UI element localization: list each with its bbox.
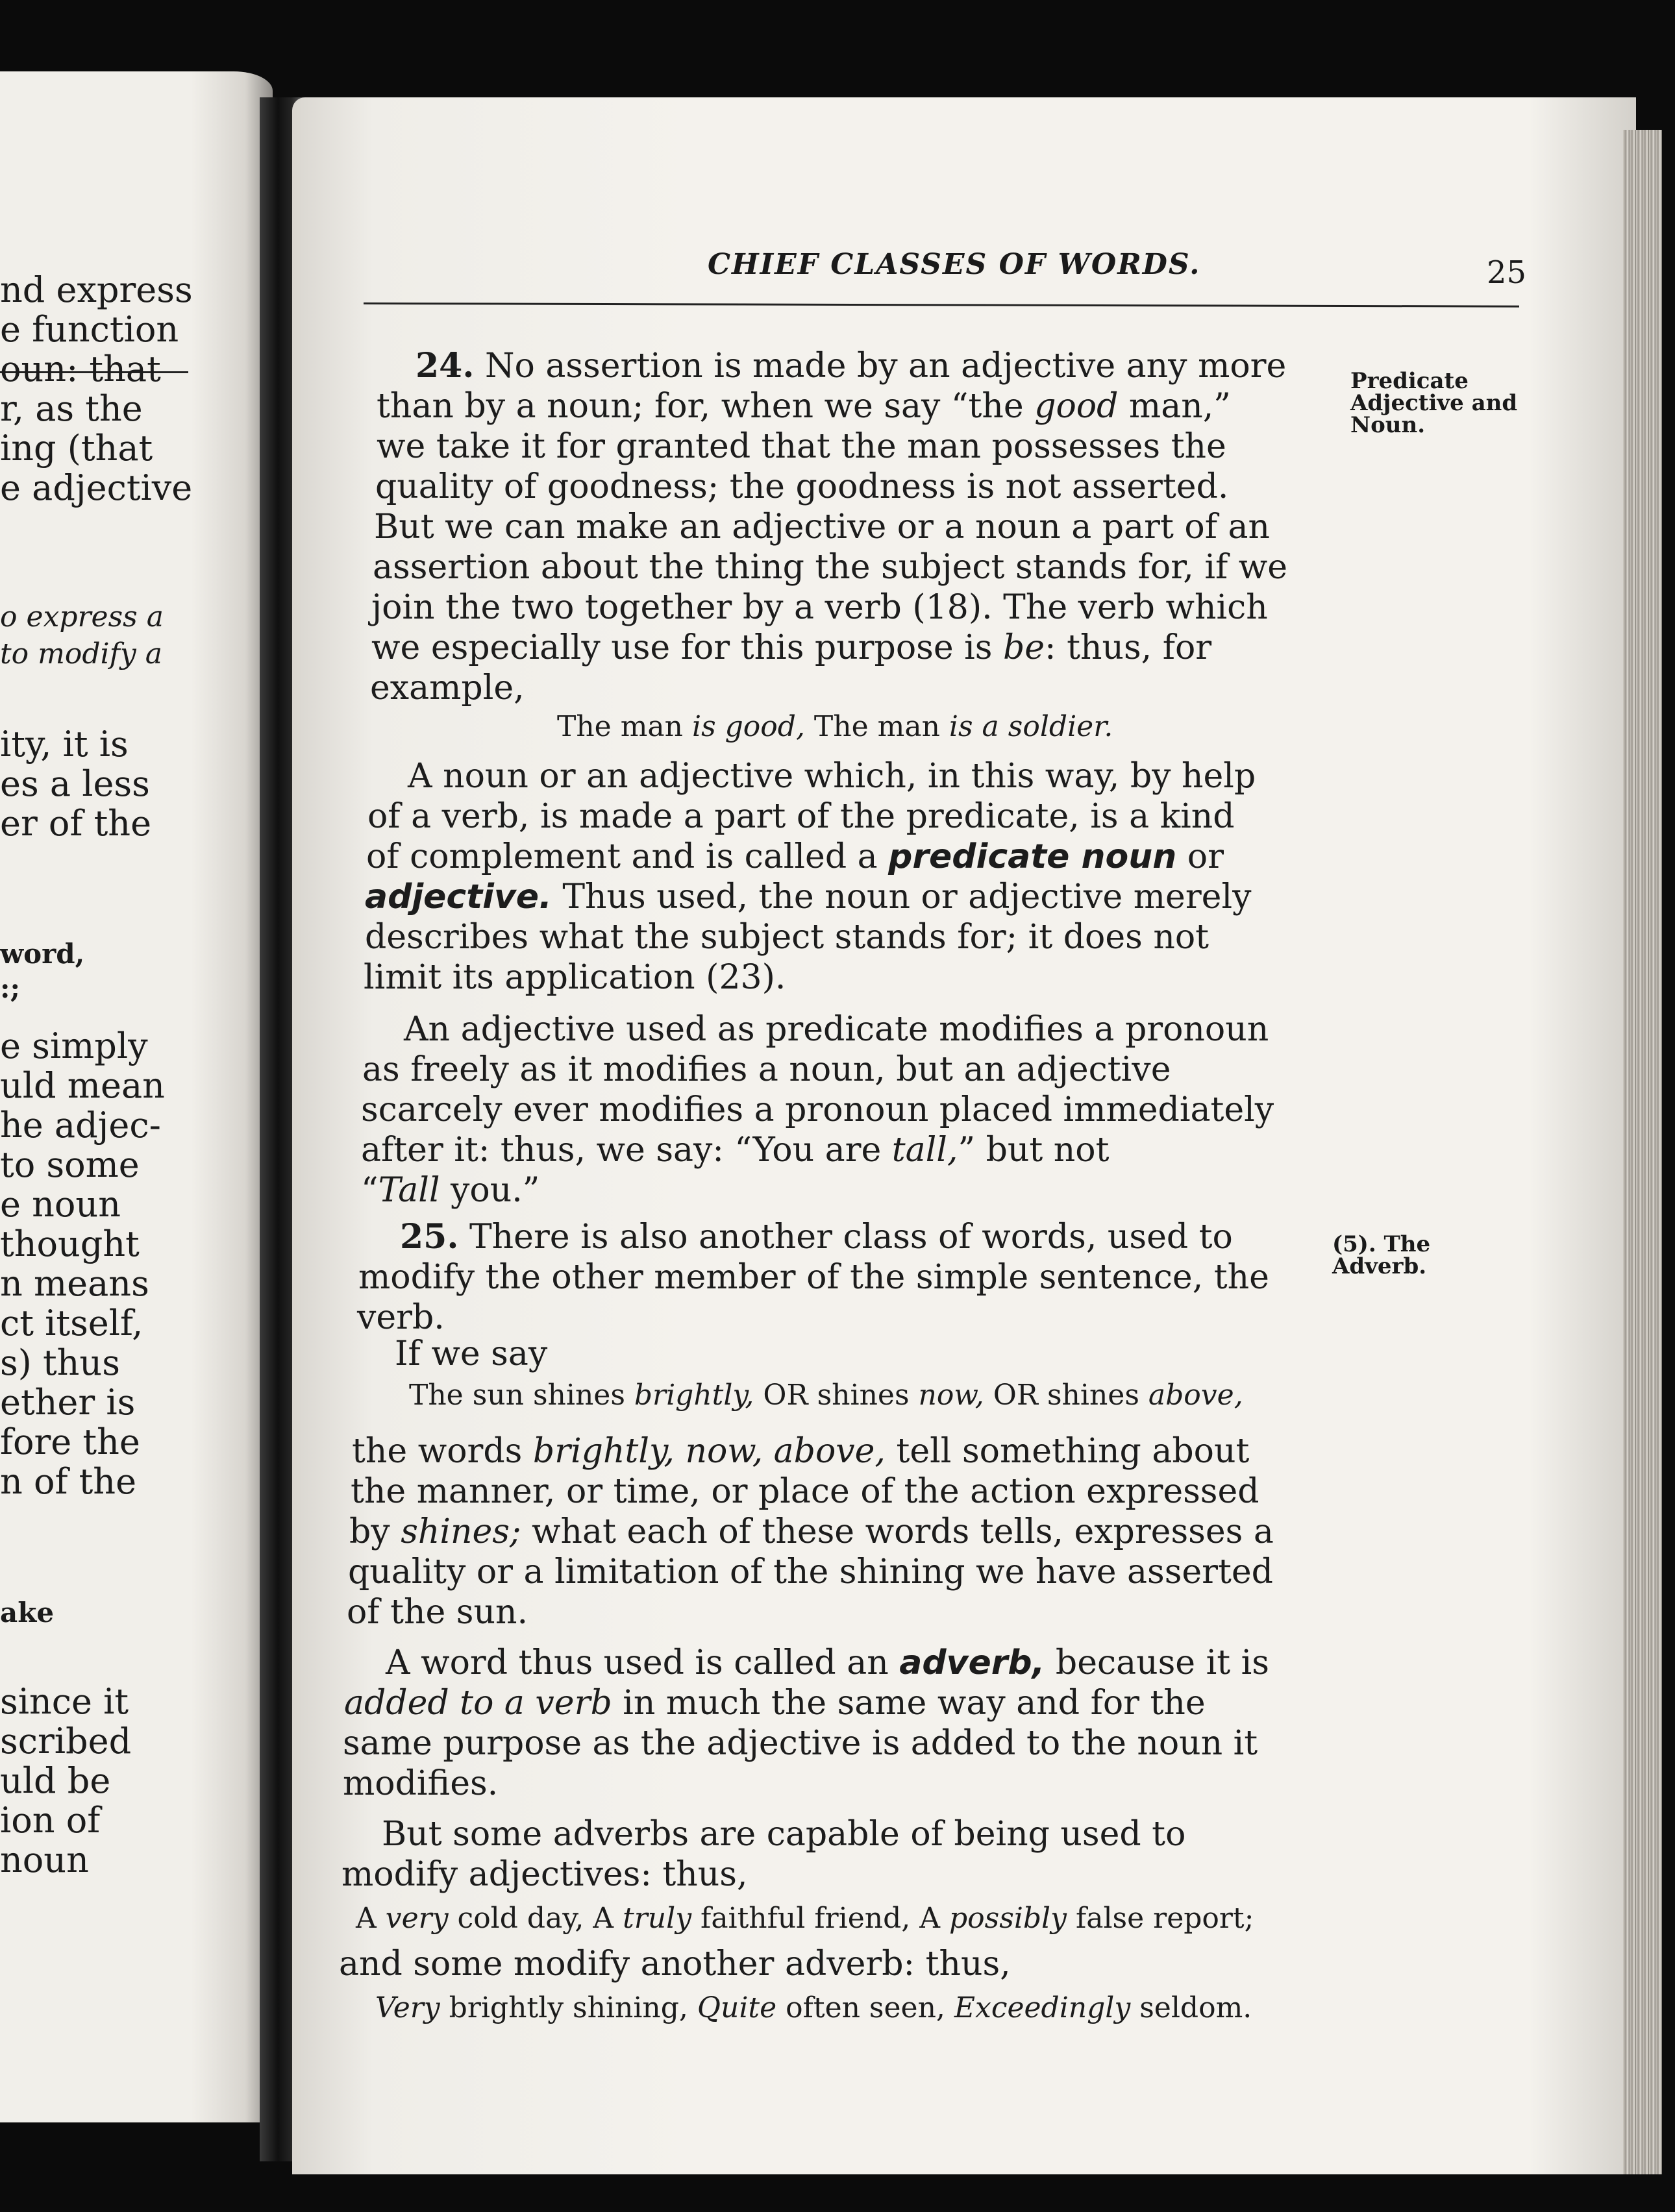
- term-predicate-noun: predicate noun: [888, 837, 1177, 876]
- paragraph-24-line: quality of goodness; the goodness is not asserted.: [375, 467, 1229, 506]
- paragraph-24-line: we especially use for this purpose is be: thus, for: [371, 628, 1212, 667]
- example-sentence: The sun shines brightly, OR shines now, OR shines above,: [409, 1379, 1243, 1412]
- paragraph-24-line: 24. No assertion is made by an adjective any more: [416, 346, 1287, 386]
- left-page-line: er of the: [0, 803, 152, 844]
- left-page-line: ion of: [0, 1800, 101, 1841]
- paragraph-modify-line: But some adverbs are capable of being used to: [382, 1815, 1186, 1854]
- left-page-line: n of the: [0, 1461, 137, 1502]
- left-page-line: e function: [0, 309, 179, 350]
- paragraph-24-line: But we can make an adjective or a noun a part of an: [374, 508, 1270, 547]
- paragraph-predicate-line: adjective. Thus used, the noun or adjective merely: [365, 878, 1252, 916]
- paragraph-adverb-line: A word thus used is called an adverb, because it is: [386, 1643, 1269, 1682]
- left-page-line: ct itself,: [0, 1303, 143, 1344]
- left-page-line: ake: [0, 1597, 55, 1628]
- paragraph-25-line: 25. There is also another class of words, used to: [400, 1217, 1233, 1257]
- paragraph-adverb-line: modifies.: [343, 1764, 499, 1803]
- paragraph-24-line: assertion about the thing the subject stands for, if we: [373, 548, 1288, 587]
- paragraph-25-line: quality or a limitation of the shining we have asserted: [348, 1553, 1273, 1591]
- left-page-line: to some: [0, 1144, 140, 1185]
- paragraph-adverb-line: added to a verb in much the same way and for the: [344, 1684, 1206, 1723]
- left-page-line: ity, it is: [0, 724, 129, 765]
- paragraph-pronoun-line: “Tall you.”: [361, 1171, 540, 1210]
- left-page-line: word,: [0, 938, 85, 970]
- left-page-line: e adjective: [0, 467, 193, 508]
- paragraph-24-line: than by a noun; for, when we say “the good man,”: [377, 387, 1231, 426]
- paragraph-pronoun-line: scarcely ever modifies a pronoun placed immediately: [361, 1090, 1274, 1129]
- left-page-line: uld mean: [0, 1065, 165, 1106]
- margin-note-predicate: Predicate Adjective and Noun.: [1350, 368, 1518, 438]
- running-head: CHIEF CLASSES OF WORDS.: [708, 248, 1201, 281]
- paragraph-25-line: modify the other member of the simple sentence, the: [358, 1258, 1269, 1297]
- paragraph-modify-line: and some modify another adverb: thus,: [339, 1945, 1011, 1984]
- left-page-line: s) thus: [0, 1342, 120, 1383]
- left-page-line: :;: [0, 972, 21, 1004]
- page-number: 25: [1487, 254, 1527, 291]
- left-page-line: thought: [0, 1223, 140, 1264]
- left-page: [0, 71, 273, 2122]
- left-page-line: r, as the: [0, 388, 143, 429]
- paragraph-predicate-line: of a verb, is made a part of the predicate, is a kind: [367, 797, 1235, 836]
- left-page-line: uld be: [0, 1760, 111, 1801]
- paragraph-pronoun-line: An adjective used as predicate modifies a pronoun: [404, 1010, 1269, 1049]
- paragraph-24-line: example,: [370, 669, 525, 707]
- left-page-line: e noun: [0, 1184, 121, 1225]
- left-page-line: noun: [0, 1839, 89, 1880]
- paragraph-25-line: If we say: [395, 1334, 548, 1373]
- paragraph-pronoun-line: as freely as it modifies a noun, but an adjective: [362, 1050, 1171, 1089]
- paragraph-pronoun-line: after it: thus, we say: “You are tall,” but not: [361, 1131, 1110, 1170]
- paragraph-25-line: the manner, or time, or place of the action expressed: [351, 1472, 1259, 1511]
- left-page-line: es a less: [0, 763, 150, 804]
- margin-note-adverb: (5). The Adverb.: [1332, 1231, 1431, 1279]
- example-sentence: Very brightly shining, Quite often seen, Exceedingly seldom.: [375, 1991, 1252, 2024]
- paragraph-25-line: by shines; what each of these words tells, expresses a: [349, 1512, 1274, 1551]
- paragraph-25-line: the words brightly, now, above, tell something about: [352, 1432, 1250, 1471]
- paragraph-modify-line: modify adjectives: thus,: [341, 1855, 748, 1894]
- term-adverb: adverb,: [899, 1643, 1045, 1682]
- paragraph-predicate-line: describes what the subject stands for; it does not: [365, 918, 1210, 957]
- paragraph-24-line: we take it for granted that the man possesses the: [377, 427, 1226, 466]
- left-page-line: since it: [0, 1681, 129, 1722]
- left-page-line: fore the: [0, 1421, 140, 1462]
- paragraph-25-line: of the sun.: [347, 1593, 528, 1632]
- left-page-line: ing (that: [0, 428, 153, 469]
- left-page-line: n means: [0, 1263, 149, 1304]
- left-page-line: nd express: [0, 269, 193, 310]
- paragraph-predicate-line: of complement and is called a predicate noun or: [366, 837, 1224, 876]
- left-page-line: scribed: [0, 1721, 132, 1762]
- left-page-line: ether is: [0, 1382, 136, 1423]
- left-page-line: oun: that: [0, 349, 161, 389]
- left-page-line: to modify a: [0, 637, 162, 670]
- example-sentence: A very cold day, A truly faithful friend, A possibly false report;: [356, 1902, 1254, 1935]
- example-sentence: The man is good, The man is a soldier.: [557, 710, 1113, 743]
- page-edges: [1623, 130, 1662, 2174]
- left-page-line: o express a: [0, 600, 164, 633]
- section-number-25: 25.: [400, 1217, 459, 1257]
- paragraph-24-line: join the two together by a verb (18). The verb which: [371, 588, 1268, 627]
- section-number-24: 24.: [416, 346, 475, 386]
- left-page-line: he adjec-: [0, 1105, 161, 1146]
- left-page-line: e simply: [0, 1026, 148, 1066]
- paragraph-predicate-line: limit its application (23).: [364, 958, 786, 997]
- paragraph-25-line: verb.: [357, 1298, 445, 1337]
- paragraph-predicate-line: A noun or an adjective which, in this way, by help: [408, 757, 1256, 796]
- paragraph-adverb-line: same purpose as the adjective is added to the noun it: [343, 1724, 1258, 1763]
- term-adjective: adjective.: [365, 878, 552, 916]
